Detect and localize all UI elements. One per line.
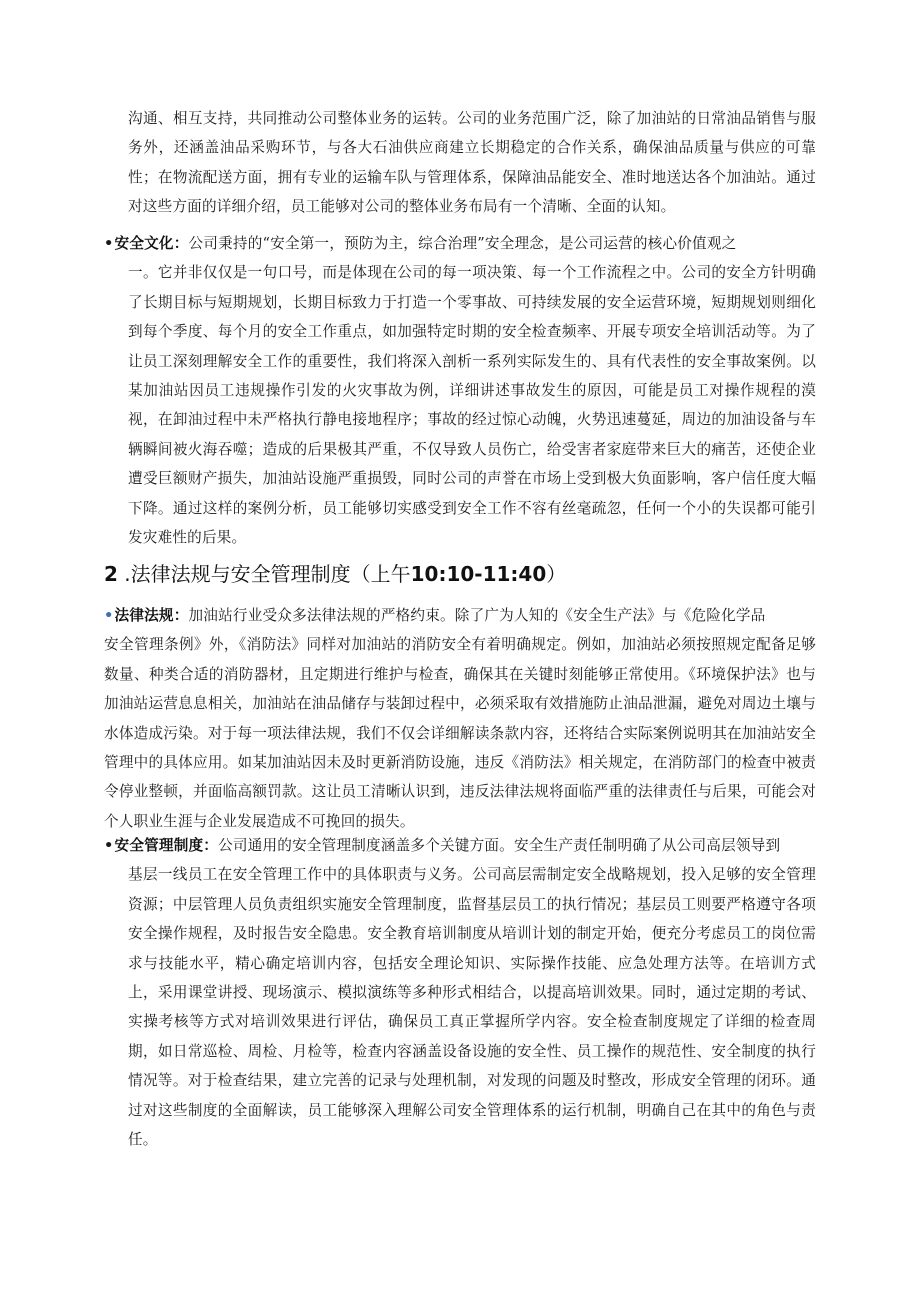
laws-body: 安全管理条例》外，《消防法》同样对加油站的消防安全有着明确规定。例如，加油站必须按照规定配备足够数量、种类合适的消防器材，且定期进行维护与检查，确保其在关键时刻能够正常使用。《环境保护法》也与加油站运营息息相关，加油站在油品储存与装卸过程中，必须采取有效措施防止油品泄漏，避免对周边土壤与水体造成污染。对于每一项法律法规，我们不仅会详细解读条款内容，还将结合实际案例说明其在加油站安全管理中的具体应用。如某加油站因未及时更新消防设施，违反《消防法》相关规定，在消防部门的检查中被责令停业整顿，并面临高额罚款。这让员工清晰认识到，违反法律法规将面临严重的法律责任与后果，可能会对个人职业生涯与企业发展造成不可挽回的损失。 [104,636,816,830]
safety-culture-item [104,229,816,552]
management-label: 安全管理制度： [114,837,219,854]
section-title: .法律法规与安全管理制度（上午 [117,562,411,586]
safety-culture-first-text: 公司秉持的“安全第一，预防为主，综合治理”安全理念，是公司运营的核心价值观之 [188,235,737,252]
laws-label: 法律法规： [114,607,189,624]
safety-culture-first-line [104,229,816,258]
section-2-heading [104,557,816,591]
laws-item [104,601,816,836]
bullet-icon: • [104,607,114,624]
bullet-icon: • [104,837,114,854]
management-body: 基层一线员工在安全管理工作中的具体职责与义务。公司高层需制定安全战略规划，投入足够的安全管理资源；中层管理人员负责组织实施安全管理制度，监督基层员工的执行情况；基层员工则要严格遵守各项安全操作规程，及时报告安全隐患。安全教育培训制度从培训计划的制定开始，便充分考虑员工的岗位需求与技能水平，精心确定培训内容，包括安全理论知识、实际操作技能、应急处理方法等。在培训方式上，采用课堂讲授、现场演示、模拟演练等多种形式相结合，以提高培训效果。同时，通过定期的考试、实操考核等方式对培训效果进行评估，确保员工真正掌握所学内容。安全检查制度规定了详细的检查周期，如日常巡检、周检、月检等，检查内容涵盖设备设施的安全性、员工操作的规范性、安全制度的执行情况等。对于检查结果，建立完善的记录与处理机制，对发现的问题及时整改，形成安全管理的闭环。通过对这些制度的全面解读，员工能够深入理解公司安全管理体系的运行机制，明确自己在其中的角色与责任。 [128,866,816,1149]
management-first-text: 公司通用的安全管理制度涵盖多个关键方面。安全生产责任制明确了从公司高层领导到 [218,837,781,854]
section-close: ） [546,562,567,586]
safety-culture-label: 安全文化： [114,235,189,252]
section-number: 2 [104,562,118,586]
management-first-line [104,831,816,860]
laws-first-line [104,601,816,630]
intro-text: 沟通、相互支持，共同推动公司整体业务的运转。公司的业务范围广泛，除了加油站的日常油品销售与服务外，还涵盖油品采购环节，与各大石油供应商建立长期稳定的合作关系，确保油品质量与供应的可靠性；在物流配送方面，拥有专业的运输车队与管理体系，保障油品能安全、准时地送达各个加油站。通过对这些方面的详细介绍，员工能够对公司的整体业务布局有一个清晰、全面的认知。 [128,110,816,216]
bullet-icon: • [104,235,114,252]
management-item [104,831,816,1154]
section-time: 10:10-11:40 [410,562,547,586]
laws-first-text: 加油站行业受众多法律法规的严格约束。除了广为人知的《安全生产法》与《危险化学品 [188,607,766,624]
intro-paragraph [104,104,816,222]
safety-culture-body: 一。它并非仅仅是一句口号，而是体现在公司的每一项决策、每一个工作流程之中。公司的安全方针明确了长期目标与短期规划，长期目标致力于打造一个零事故、可持续发展的安全运营环境，短期规划则细化到每个季度、每个月的安全工作重点，如加强特定时期的安全检查频率、开展专项安全培训活动等。为了让员工深刻理解安全工作的重要性，我们将深入剖析一系列实际发生的、具有代表性的安全事故案例。以某加油站因员工违规操作引发的火灾事故为例，详细讲述事故发生的原因，可能是员工对操作规程的漠视，在卸油过程中未严格执行静电接地程序；事故的经过惊心动魄，火势迅速蔓延，周边的加油设备与车辆瞬间被火海吞噬；造成的后果极其严重，不仅导致人员伤亡，给受害者家庭带来巨大的痛苦，还使企业遭受巨额财产损失，加油站设施严重损毁，同时公司的声誉在市场上受到极大负面影响，客户信任度大幅下降。通过这样的案例分析，员工能够切实感受到安全工作不容有丝毫疏忽，任何一个小的失误都可能引发灾难性的后果。 [128,264,816,547]
